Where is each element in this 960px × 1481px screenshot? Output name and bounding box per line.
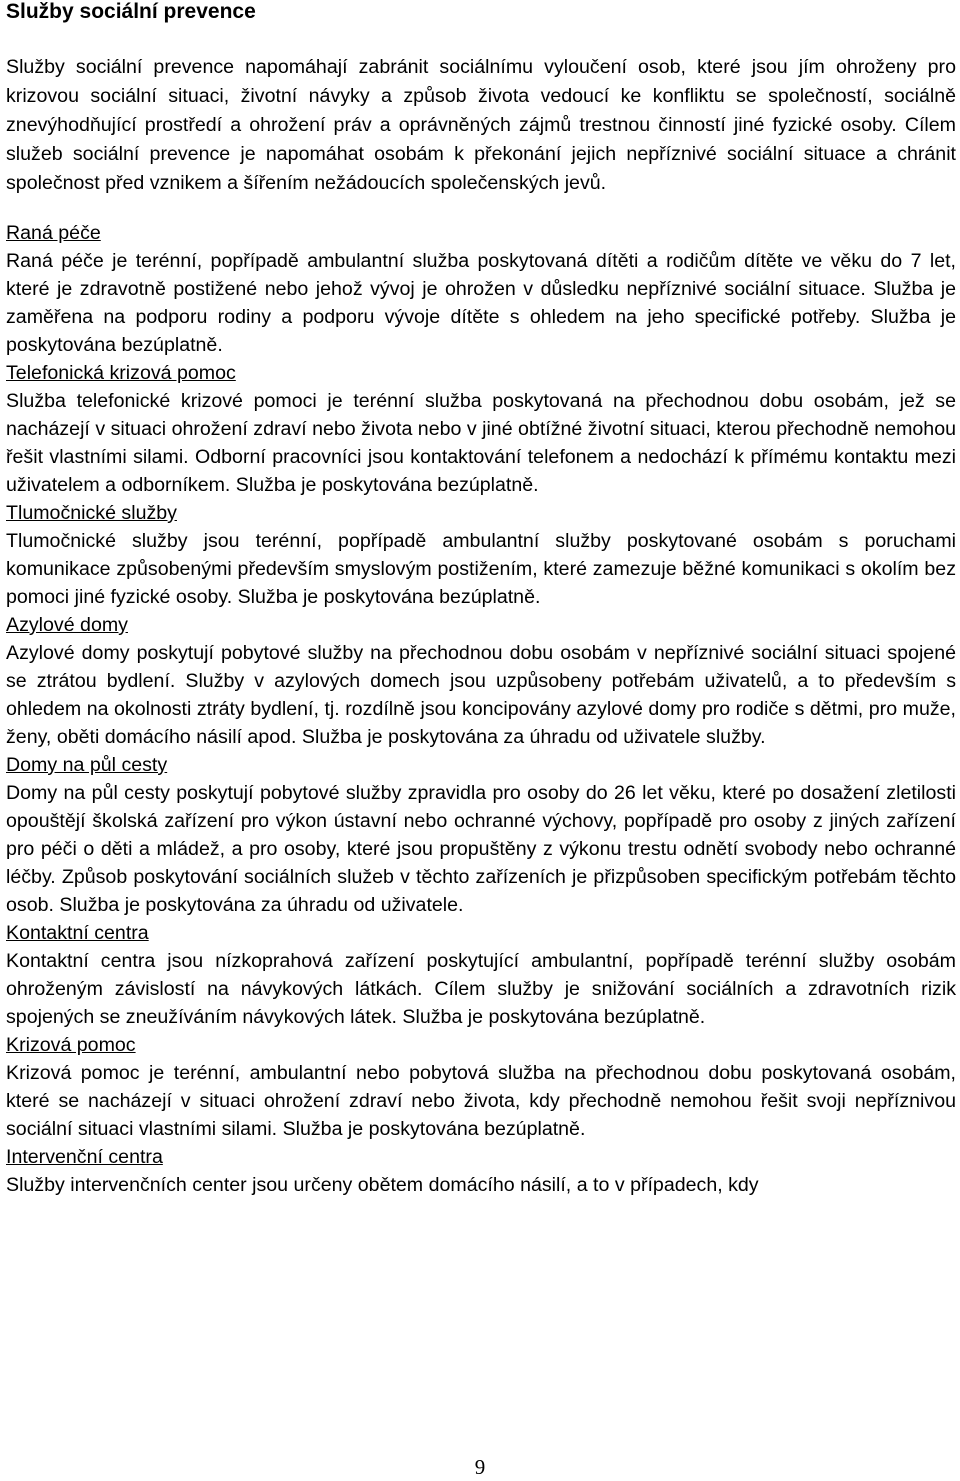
section-heading: Kontaktní centra	[6, 922, 149, 944]
section-text: Raná péče je terénní, popřípadě ambulantní služba poskytovaná dítěti a rodičům dítěte ve věku do 7 let, které je zdravotně postižené nebo jehož vývoj je ohrožen v důsledku nepříznivé sociální situace. Služba je zaměřena na podporu rodiny a podporu vývoje dítěte s ohledem na jeho specifické potřeby. Služba je poskytována bezúplatně.	[6, 250, 956, 356]
section-text: Azylové domy poskytují pobytové služby na přechodnou dobu osobám v nepříznivé sociální situaci spojené se ztrátou bydlení. Služby v azylových domech jsou uzpůsobeny potřebám uživatelů, a to především s ohledem na okolnosti ztráty bydlení, tj. rozdílně jsou koncipovány azylové domy pro rodiče s dětmi, pro muže, ženy, oběti domácího násilí apod. Služba je poskytována za úhradu od uživatele služby.	[6, 642, 956, 748]
section-krizova-pomoc	[6, 1031, 956, 1143]
section-text: Tlumočnické služby jsou terénní, popřípadě ambulantní služby poskytované osobám s poruchami komunikace způsobenými především smyslovým postižením, které zamezuje běžné komunikaci s okolím bez pomoci jiné fyzické osoby. Služba je poskytována bezúplatně.	[6, 530, 956, 608]
document-page	[6, 0, 956, 1199]
section-azylove-domy	[6, 611, 956, 751]
section-heading: Raná péče	[6, 222, 101, 244]
section-text: Kontaktní centra jsou nízkoprahová zařízení poskytující ambulantní, popřípadě terénní služby osobám ohroženým závislostí na návykových látkách. Cílem služby je snižování sociálních a zdravotních rizik spojených se zneužíváním návykových látek. Služba je poskytována bezúplatně.	[6, 950, 956, 1028]
section-telefonicka-krizova-pomoc	[6, 359, 956, 499]
intro-paragraph: Služby sociální prevence napomáhají zabránit sociálnímu vyloučení osob, které jsou jím ohroženy pro krizovou sociální situaci, životní návyky a způsob života vedoucí ke konfliktu se společností, sociálně znevýhodňující prostředí a ohrožení práv a oprávněných zájmů trestnou činností jiné fyzické osoby. Cílem služeb sociální prevence je napomáhat osobám k překonání jejich nepříznivé sociální situace a chránit společnost před vznikem a šířením nežádoucích společenských jevů.	[6, 56, 956, 194]
section-heading: Krizová pomoc	[6, 1034, 136, 1056]
section-text: Služby intervenčních center jsou určeny obětem domácího násilí, a to v případech, kdy	[6, 1174, 759, 1196]
section-heading: Azylové domy	[6, 614, 128, 636]
section-text: Služba telefonické krizové pomoci je terénní služba poskytovaná na přechodnou dobu osobám, jež se nacházejí v situaci ohrožení zdraví nebo života nebo v jiné obtížné životní situaci, kterou přechodně nemohou řešit vlastními silami. Odborní pracovníci jsou kontaktování telefonem a nedochází k přímému kontaktu mezi uživatelem a odborníkem. Služba je poskytována bezúplatně.	[6, 390, 956, 496]
section-text: Krizová pomoc je terénní, ambulantní nebo pobytová služba na přechodnou dobu poskytovaná osobám, které se nacházejí v situaci ohrožení zdraví nebo života, kdy přechodně nemohou řešit svoji nepříznivou sociální situaci vlastními silami. Služba je poskytována bezúplatně.	[6, 1062, 956, 1140]
section-tlumocnicke-sluzby	[6, 499, 956, 611]
section-heading: Tlumočnické služby	[6, 502, 177, 524]
sections-list	[6, 219, 956, 1199]
section-domy-na-pul-cesty	[6, 751, 956, 919]
section-heading: Telefonická krizová pomoc	[6, 362, 236, 384]
page-number: 9	[474, 1455, 486, 1479]
section-text: Domy na půl cesty poskytují pobytové služby zpravidla pro osoby do 26 let věku, které po dosažení zletilosti opouštějí školská zařízení pro výkon ústavní nebo ochranné výchovy, popřípadě pro osoby z jiných zařízení pro péči o děti a mládež, a pro osoby, které jsou propuštěny z výkonu trestu odnětí svobody nebo ochranné léčby. Způsob poskytování sociálních služeb v těchto zařízeních je přizpůsoben specifickým potřebám těchto osob. Služba je poskytována za úhradu od uživatele.	[6, 782, 956, 916]
section-kontaktni-centra	[6, 919, 956, 1031]
section-intervencni-centra	[6, 1143, 956, 1199]
page-title: Služby sociální prevence	[6, 0, 256, 23]
section-rana-pece	[6, 219, 956, 359]
section-heading: Domy na půl cesty	[6, 754, 168, 776]
section-heading: Intervenční centra	[6, 1146, 163, 1168]
